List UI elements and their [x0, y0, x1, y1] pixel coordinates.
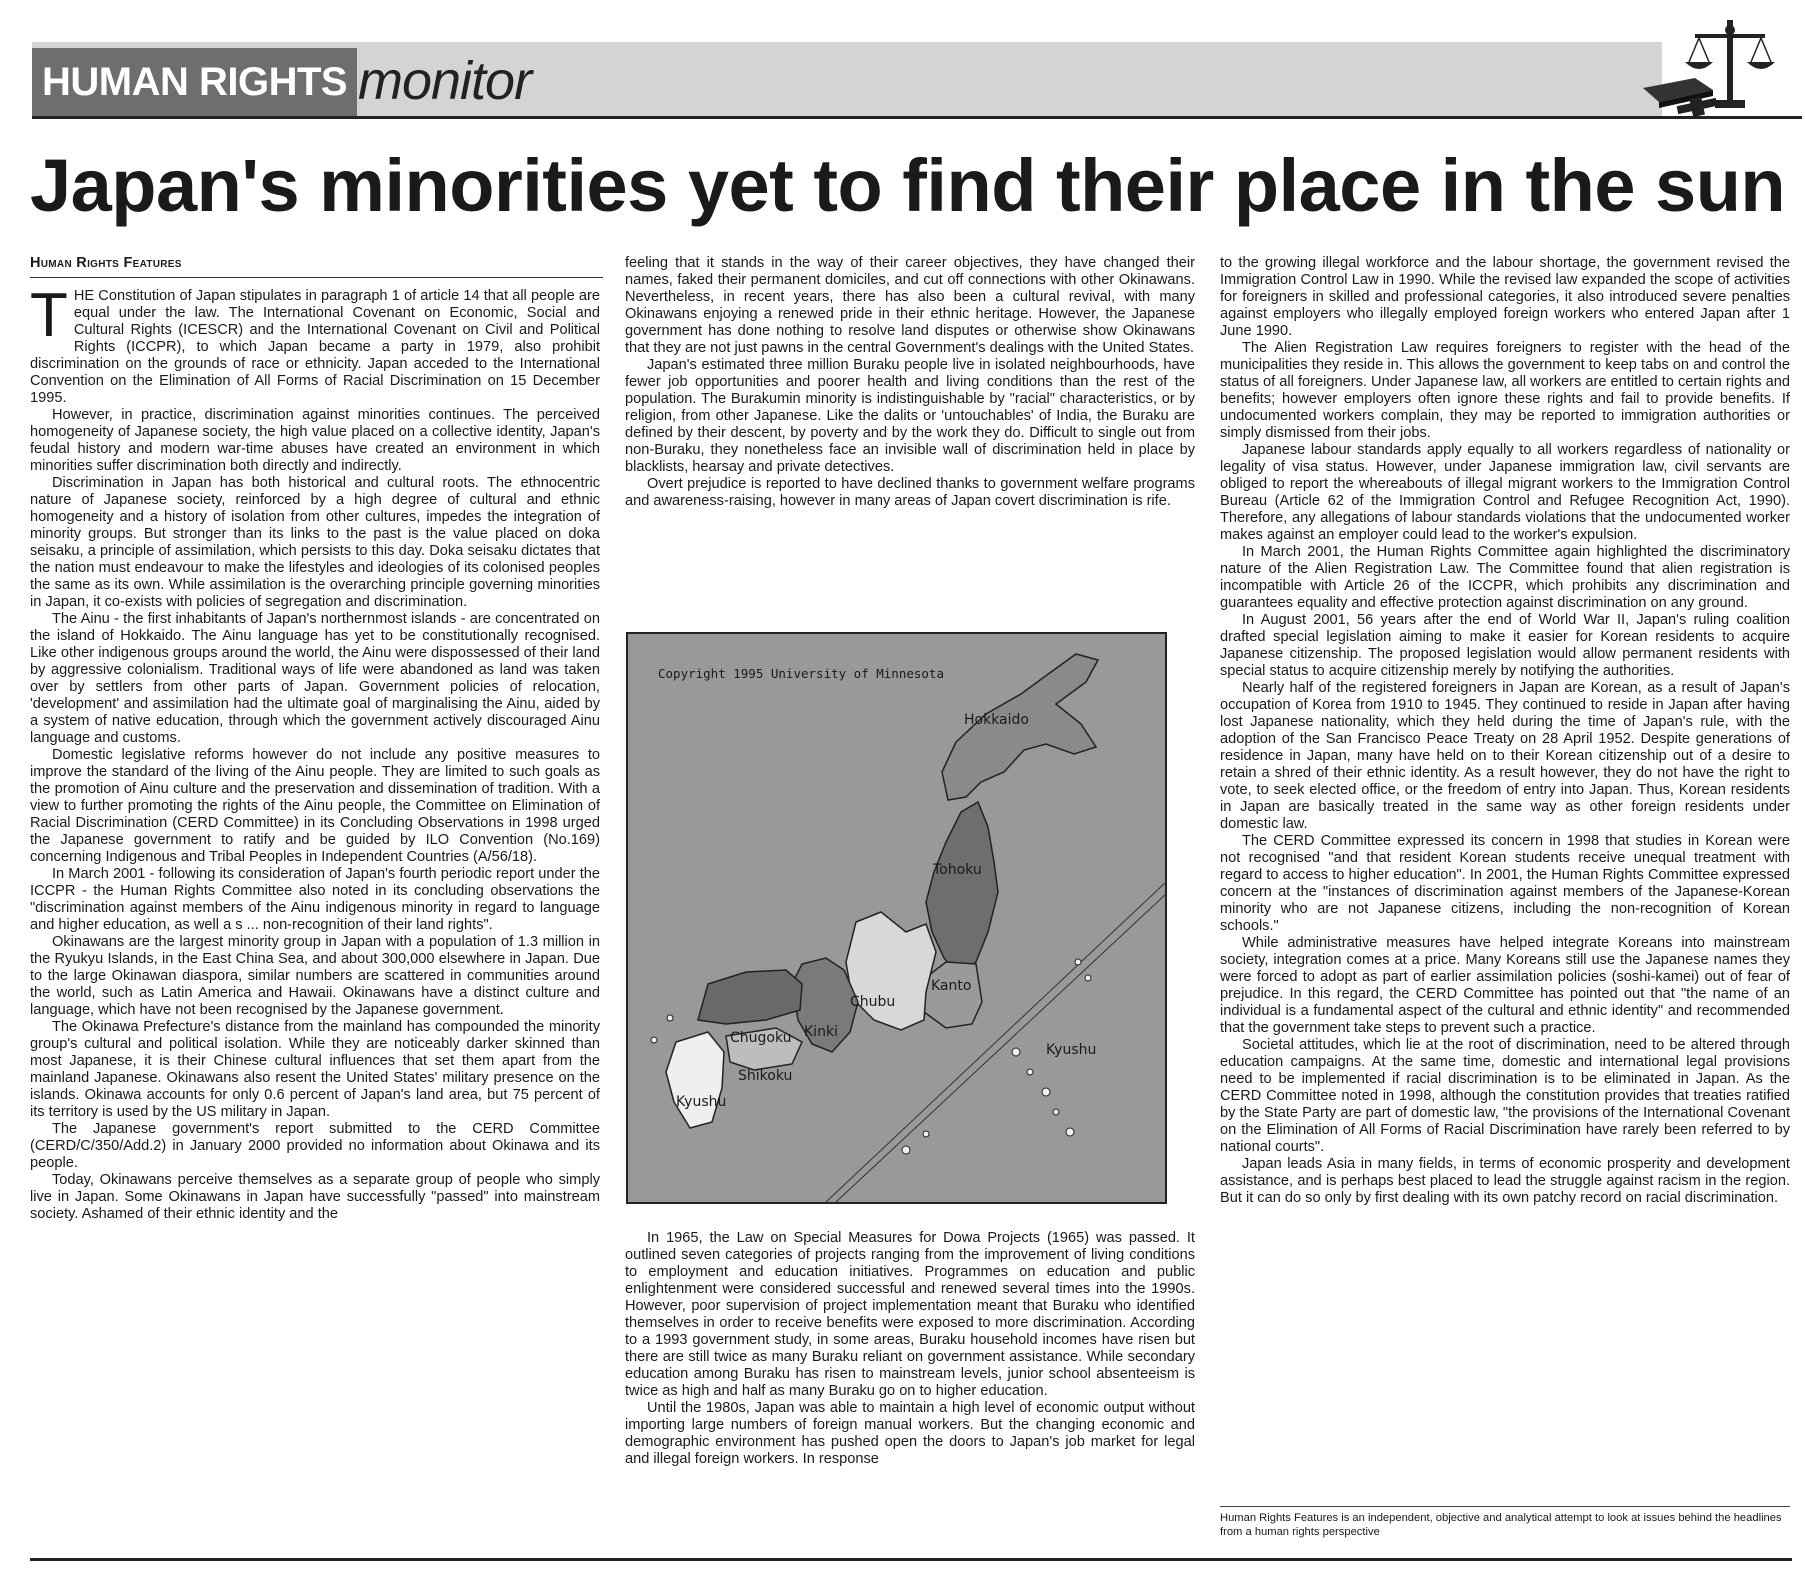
map-label-kyushu: Kyushu — [676, 1094, 727, 1110]
paragraph: feeling that it stands in the way of their career objectives, they have changed their names, faked their permanent domiciles, and cut off connections with other Okinawans. Nevertheless, in recent years, there has also been a cultural revival, with many Okinawans enjoying a renewed pride in their ethnic heritage. However, the Japanese government has done nothing to resolve land disputes or otherwise show Okinawans that they are not just pawns in the central Government's dealings with the United States. — [625, 255, 1195, 356]
paragraph: to the growing illegal workforce and the labour shortage, the government revised the Immigration Control Law in 1990. While the revised law expanded the scope of activities for foreigners in skilled and professional categories, it also introduced severe penalties against employers who illegally employed foreign workers who entered Japan after 1 June 1990. — [1220, 255, 1790, 339]
paragraph: Nearly half of the registered foreigners in Japan are Korean, as a result of Japan's occupation of Korea from 1910 to 1945. They continued to reside in Japan after having lost Japanese nationality, which they held during the time of Japan's rule, with the adoption of the San Francisco Peace Treaty on 28 April 1952. Despite generations of residence in Japan, many have held on to their Korean citizenship out of a desire to retain a shred of their ethnic identity. As a result however, they do not have the right to vote, to seek elected office, or the freedom of entry into Japan. Thus, Korean residents in Japan are basically treated in the same way as other foreign residents under domestic law. — [1220, 680, 1790, 832]
section-sublabel: monitor — [358, 51, 532, 111]
paragraph-text: HE Constitution of Japan stipulates in paragraph 1 of article 14 that all people are equal under the law. The International Covenant on Economic, Social and Cultural Rights (ICESCR) and the International Covenant on Civil and Political Rights (ICCPR), to which Japan became a party in 1979, also prohibit discrimination on the grounds of race or ethnicity. Japan acceded to the International Convention on the Elimination of All Forms of Racial Discrimination on 15 December 1995. — [30, 288, 600, 406]
paragraph: The Japanese government's report submitted to the CERD Committee (CERD/C/350/Add.2) in January 2000 provided no information about Okinawa and its people. — [30, 1121, 600, 1171]
paragraph: Overt prejudice is reported to have declined thanks to government welfare programs and awareness-raising, however in many areas of Japan covert discrimination is rife. — [625, 476, 1195, 509]
paragraph: Societal attitudes, which lie at the root of discrimination, need to be altered through education campaigns. At the same time, domestic and international legal provisions need to be implemented if racial discrimination is to be eliminated in Japan. As the CERD Committee noted in 1998, although the constitution provides that treaties ratified by the State Party are part of domestic law, "the provisions of the International Covenant on the Elimination of All Forms of Racial Discrimination have rarely been referred to by national courts". — [1220, 1037, 1790, 1155]
paragraph: In March 2001, the Human Rights Committee again highlighted the discriminatory nature of the Alien Registration Law. The Committee found that alien registration is incompatible with Article 26 of the ICCPR, which prohibits any discrimination and guarantees equality and effective protection against discrimination on any ground. — [1220, 544, 1790, 611]
map-label-kinki: Kinki — [804, 1024, 838, 1040]
paragraph: Domestic legislative reforms however do not include any positive measures to improve the standard of the living of the Ainu people. They are limited to such goals as the promotion of Ainu culture and the preservation and dissemination of tradition. With a view to further promoting the rights of the Ainu people, the Committee on Elimination of Racial Discrimination (CERD Committee) in its Concluding Observations in 1998 urged the Japanese government to ratify and be guided by ILO Convention (No.169) concerning Indigenous and Tribal Peoples in Independent Countries (A/56/18). — [30, 747, 600, 865]
paragraph: Japan leads Asia in many fields, in terms of economic prosperity and development assistance, and is perhaps best placed to lead the struggle against racism in the region. But it can do so only by first dealing with its own patchy record on racial discrimination. — [1220, 1156, 1790, 1206]
map-island — [902, 1146, 910, 1154]
drop-cap: T — [30, 281, 68, 350]
paragraph: While administrative measures have helped integrate Koreans into mainstream society, integration comes at a price. Many Koreans still use the Japanese names they were forced to adopt as part of earlier assimilation policies (soshi-kamei) out of fear of prejudice. In this regard, the CERD Committee has pointed out that "the name of an individual is a fundamental aspect of the cultural and ethnic identity" and recommended that the government take steps to prevent such a practice. — [1220, 935, 1790, 1036]
column-2-lower — [625, 1230, 1195, 1468]
map-label-kanto: Kanto — [931, 978, 972, 994]
map-island — [1053, 1109, 1059, 1115]
paragraph: The Alien Registration Law requires foreigners to register with the head of the municipalities they reside in. This allows the government to keep tabs on and control the status of all foreigners. Under Japanese law, all workers are entitled to certain rights and benefits; however employers often ignore these rights and fail to provide benefits. If undocumented workers complain, they may be reported to immigration authorities or simply dismissed from their jobs. — [1220, 340, 1790, 441]
paragraph: However, in practice, discrimination against minorities continues. The perceived homogeneity of Japanese society, the high value placed on a collective identity, Japan's feudal history and modern war-time abuses have created an environment in which minorities suffer discrimination both directly and indirectly. — [30, 407, 600, 474]
paragraph: Until the 1980s, Japan was able to maintain a high level of economic output without importing large numbers of foreign manual workers. But the changing economic and demographic environment has pushed open the doors to Japan's job market for legal and illegal foreign workers. In response — [625, 1400, 1195, 1467]
paragraph: In March 2001 - following its consideration of Japan's fourth periodic report under the ICCPR - the Human Rights Committee also noted in its concluding observations the "discrimination against members of the Ainu indigenous minority in regard to language and higher education, as well a s ... non-recognition of their land rights". — [30, 866, 600, 933]
map-island — [667, 1015, 673, 1021]
paragraph: In August 2001, 56 years after the end of World War II, Japan's ruling coalition drafted special legislation aiming to make it easier for Korean residents to acquire Japanese citizenship. The proposed legislation would allow permanent residents with special status to acquire citizenship merely by notifying the authorities. — [1220, 612, 1790, 679]
scales-of-justice-icon — [1635, 18, 1795, 118]
paragraph: Japan's estimated three million Buraku people live in isolated neighbourhoods, have fewer job opportunities and poorer health and living conditions than the rest of the population. The Burakumin minority is indistinguishable by "racial" characteristics, or by religion, from other Japanese. Like the dalits or 'untouchables' of India, the Buraku are defined by their descent, by poverty and by the work they do. Difficult to single out from non-Buraku, they nonetheless face an invisible wall of discrimination held in place by blacklists, hearsay and private detectives. — [625, 357, 1195, 475]
map-island — [923, 1131, 929, 1137]
paragraph — [30, 281, 600, 407]
map-island — [1042, 1088, 1050, 1096]
column-1 — [30, 281, 600, 1223]
column-2 — [625, 255, 1195, 510]
paragraph: The Ainu - the first inhabitants of Japan's northernmost islands - are concentrated on the island of Hokkaido. The Ainu language has yet to be constitutionally recognised. Like other indigenous groups around the world, the Ainu were dispossessed of their land by aggressive colonialism. Traditional ways of life were abandoned as land was taken over by settlers from other parts of Japan. Government policies of relocation, 'development' and assimilation had the ultimate goal of marginalising the Ainu, aided by a system of native education, through which the government actively discouraged Ainu language and customs. — [30, 611, 600, 746]
paragraph: The CERD Committee expressed its concern in 1998 that studies in Korean were not recognised "and that resident Korean students receive unequal treatment with regard to access to higher education". In 2001, the Human Rights Committee expressed concern at the "instances of discrimination against members of the Japanese-Korean minority who are not Japanese citizens, including the non-recognition of Korean schools." — [1220, 833, 1790, 934]
paragraph: Okinawans are the largest minority group in Japan with a population of 1.3 million in the Ryukyu Islands, in the East China Sea, and about 300,000 elsewhere in Japan. Due to the large Okinawan diaspora, similar numbers are scattered in communities around the world, such as Latin America and Hawaii. Okinawans have a distinct culture and language, which have not been recognised by the Japanese government. — [30, 934, 600, 1018]
map-island — [1027, 1069, 1033, 1075]
japan-regions-map — [626, 632, 1167, 1204]
map-label-chugoku: Chugoku — [730, 1030, 792, 1046]
byline: Human Rights Features — [30, 255, 603, 278]
map-label-kyushu-islands: Kyushu — [1046, 1042, 1097, 1058]
column-3 — [1220, 255, 1790, 1207]
section-label: HUMAN RIGHTS — [32, 48, 357, 116]
map-copyright: Copyright 1995 University of Minnesota — [658, 666, 944, 681]
paragraph: Today, Okinawans perceive themselves as a separate group of people who simply live in Japan. Some Okinawans in Japan have successfully "passed" into mainstream society. Ashamed of their ethnic identity and the — [30, 1172, 600, 1222]
article-headline: Japan's minorities yet to find their place in the sun — [30, 144, 1786, 227]
map-island — [1012, 1048, 1020, 1056]
banner-rule — [32, 116, 1802, 119]
map-label-hokkaido: Hokkaido — [964, 712, 1029, 728]
map-island — [1066, 1128, 1074, 1136]
map-label-shikoku: Shikoku — [738, 1068, 793, 1084]
paragraph: Japanese labour standards apply equally to all workers regardless of nationality or legality of visa status. However, under Japanese immigration law, civil servants are obliged to report the whereabouts of illegal migrant workers to the Immigration Control Bureau (Article 62 of the Immigration Control and Refugee Recognition Act, 1990). Therefore, any allegations of labour standards violations that the undocumented worker makes against an employer could lead to the worker's expulsion. — [1220, 442, 1790, 543]
bottom-rule — [30, 1558, 1792, 1561]
paragraph: In 1965, the Law on Special Measures for Dowa Projects (1965) was passed. It outlined seven categories of projects ranging from the improvement of living conditions to employment and education initiatives. Programmes on education and public enlightenment were considered successful and renewed several times into the 1990s. However, poor supervision of project implementation meant that Buraku who identified themselves in order to receive benefits were exposed to more discrimination. According to a 1993 government study, in some areas, Buraku household incomes have risen but there are still twice as many Buraku reliant on government assistance. While secondary education among Buraku has risen to mainstream levels, junior school absenteeism is twice as high and half as many Buraku go on to higher education. — [625, 1230, 1195, 1399]
map-label-chubu: Chubu — [850, 994, 896, 1010]
paragraph: The Okinawa Prefecture's distance from the mainland has compounded the minority group's cultural and political isolation. While they are noticeably darker skinned than most Japanese, it is their Chinese cultural influences that set them apart from the mainland Japanese. Okinawans also resent the United States' military presence on the islands. Okinawa accounts for only 0.6 percent of Japan's land area, but 75 percent of its territory is used by the US military in Japan. — [30, 1019, 600, 1120]
map-label-tohoku: Tohoku — [933, 862, 982, 878]
map-island — [1085, 975, 1091, 981]
map-island — [1075, 959, 1081, 965]
map-island — [651, 1037, 657, 1043]
footnote: Human Rights Features is an independent, objective and analytical attempt to look at issues behind the headlines from a human rights perspective — [1220, 1506, 1790, 1539]
paragraph: Discrimination in Japan has both historical and cultural roots. The ethnocentric nature of Japanese society, reinforced by a high degree of cultural and ethnic homogeneity and a history of isolation from other cultures, impedes the integration of minority groups. But stronger than its links to the past is the value placed on doka seisaku, a principle of assimilation, which persists to this day. Doka seisaku dictates that the nation must endeavour to make the lifestyles and ideologies of its colonised peoples the same as its own. While assimilation is the overarching principle governing minorities in Japan, it co-exists with policies of segregation and discrimination. — [30, 475, 600, 610]
